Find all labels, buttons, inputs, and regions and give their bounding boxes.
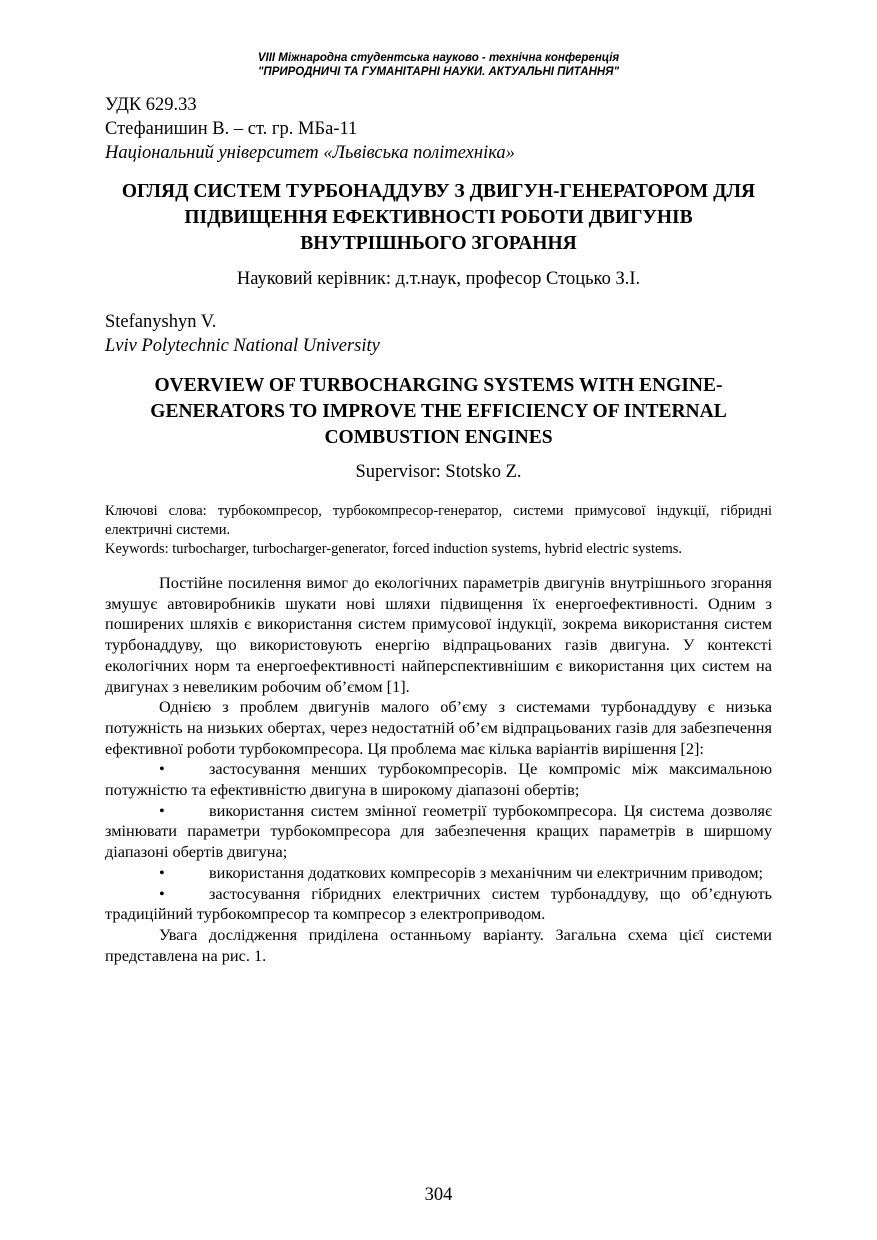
paragraph-2: Однією з проблем двигунів малого об’єму з системами турбонаддуву є низька потужність на низьких обертах, через недостатній об’єм відпрацьованих газів для забезпечення ефективної роботи турбокомпресора. Ця проблема має кілька варіантів вирішення [2]: bbox=[105, 697, 772, 758]
keywords-ua: Ключові слова: турбокомпресор, турбокомпресор-генератор, системи примусової індукції, гібридні електричні системи. bbox=[105, 503, 772, 538]
paragraph-3: Увага дослідження приділена останньому варіанту. Загальна схема цієї системи представлена на рис. 1. bbox=[105, 924, 772, 965]
bullet-icon: • bbox=[159, 759, 165, 779]
list-item bbox=[105, 759, 772, 800]
bullet-icon: • bbox=[159, 800, 165, 820]
list-item-text: застосування менших турбокомпресорів. Це компроміс між максимальною потужністю та ефективністю двигуна в широкому діапазоні обертів; bbox=[105, 759, 772, 800]
en-affiliation: Lviv Polytechnic National University bbox=[105, 336, 380, 356]
list-item bbox=[105, 863, 772, 884]
keywords-block bbox=[105, 502, 772, 559]
ua-title-line: ПІДВИЩЕННЯ ЕФЕКТИВНОСТІ РОБОТИ ДВИГУНІВ bbox=[184, 207, 693, 228]
ua-title-line: ВНУТРІШНЬОГО ЗГОРАННЯ bbox=[300, 233, 577, 254]
ua-author: Стефанишин В. – ст. гр. МБа-11 bbox=[105, 119, 358, 139]
udk-code: УДК 629.33 bbox=[105, 95, 197, 115]
en-author: Stefanyshyn V. bbox=[105, 312, 217, 332]
ua-author-block bbox=[105, 93, 772, 165]
main-text bbox=[105, 573, 772, 966]
ua-title-line: ОГЛЯД СИСТЕМ ТУРБОНАДДУВУ З ДВИГУН-ГЕНЕРАТОРОМ ДЛЯ bbox=[121, 181, 756, 202]
paragraph-1: Постійне посилення вимог до екологічних параметрів двигунів внутрішнього згорання змушує автовиробників шукати нові шляхи підвищення їх енергоефективності. Одним з поширених шляхів є використання систем примусової індукції, зокрема використання систем турбонаддуву, що використовують енергію відпрацьованих газів двигуна. У контексті екологічних норм та енергоефективності найперспективнішим є використання цих систем на двигунах з невеликим робочим об’ємом [1]. bbox=[105, 573, 772, 696]
conference-header-line-1: VIII Міжнародна студентська науково - технічна конференція bbox=[257, 52, 620, 64]
list-item bbox=[105, 884, 772, 925]
ua-affiliation: Національний університет «Львівська політехніка» bbox=[105, 143, 515, 163]
en-title-line: GENERATORS TO IMPROVE THE EFFICIENCY OF INTERNAL bbox=[150, 401, 727, 422]
conference-header bbox=[0, 51, 877, 79]
list-item-text: використання систем змінної геометрії турбокомпресора. Ця система дозволяє змінювати параметри турбокомпресора для забезпечення кращих параметрів в ширшому діапазоні обертів двигуна; bbox=[105, 800, 772, 862]
en-supervisor: Supervisor: Stotsko Z. bbox=[355, 462, 522, 482]
en-author-block bbox=[105, 310, 772, 358]
conference-header-line-2: "ПРИРОДНИЧІ ТА ГУМАНІТАРНІ НАУКИ. АКТУАЛЬНІ ПИТАННЯ" bbox=[257, 66, 620, 78]
list-item bbox=[105, 801, 772, 863]
en-title bbox=[80, 373, 797, 451]
solutions-list bbox=[105, 759, 772, 925]
keywords-en: Keywords: turbocharger, turbocharger-generator, forced induction systems, hybrid electric systems. bbox=[105, 541, 683, 557]
ua-title bbox=[80, 179, 797, 257]
bullet-icon: • bbox=[159, 862, 165, 882]
page-number: 304 bbox=[424, 1185, 453, 1205]
bullet-icon: • bbox=[159, 883, 165, 903]
en-title-line: COMBUSTION ENGINES bbox=[324, 427, 553, 448]
list-item-text: використання додаткових компресорів з механічним чи електричним приводом; bbox=[209, 862, 764, 882]
list-item-text: застосування гібридних електричних систем турбонаддуву, що об’єднують традиційний турбокомпресор та компресор з електроприводом. bbox=[105, 883, 772, 924]
ua-supervisor: Науковий керівник: д.т.наук, професор Стоцько З.І. bbox=[236, 269, 641, 289]
en-title-line: OVERVIEW OF TURBOCHARGING SYSTEMS WITH ENGINE- bbox=[154, 375, 723, 396]
